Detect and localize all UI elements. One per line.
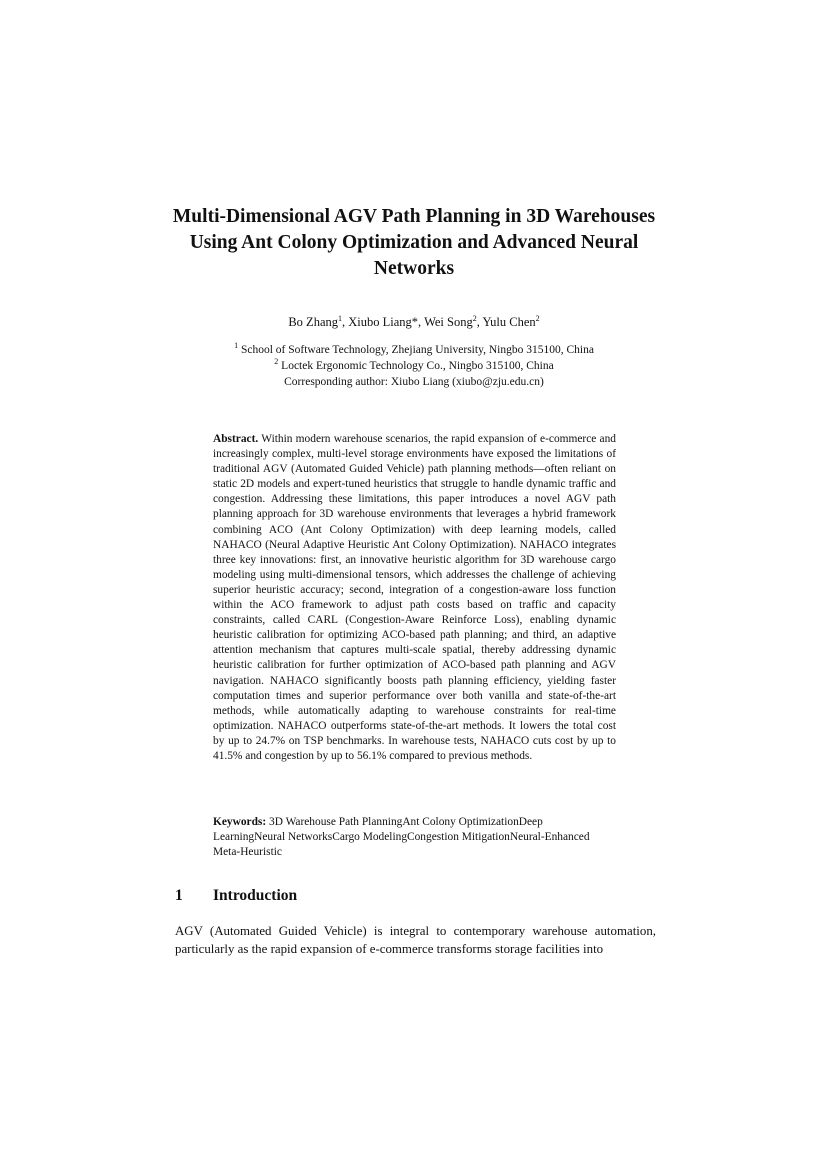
introduction-paragraph: AGV (Automated Guided Vehicle) is integral to contemporary warehouse automation, particularly as the rapid expansion of e-commerce transforms storage facilities into — [175, 924, 656, 956]
corresponding-author: Corresponding author: Xiubo Liang (xiubo@zju.edu.cn) — [284, 376, 544, 388]
author: Wei Song$^2$, — [424, 314, 483, 329]
affiliation-2: $^2$ Loctek Ergonomic Technology Co., Ningbo 315100, China — [274, 357, 554, 372]
abstract — [213, 432, 616, 764]
author: Yulu Chen$^2$ — [482, 314, 540, 329]
author: Xiubo Liang*, — [348, 315, 425, 329]
author-list — [150, 314, 678, 330]
keywords-label: Keywords: — [213, 816, 267, 828]
paper-title: Multi-Dimensional AGV Path Planning in 3D Warehouses Using Ant Colony Optimization and Advanced Neural Networks — [172, 206, 656, 279]
section-title: Introduction — [213, 887, 298, 904]
section-number: 1 — [175, 887, 183, 904]
keywords — [213, 815, 616, 860]
keywords-text: 3D Warehouse Path PlanningAnt Colony OptimizationDeep LearningNeural NetworksCargo ModelingCongestion MitigationNeural-Enhanced Meta-Heuristic — [213, 816, 590, 859]
affiliations — [150, 342, 678, 390]
section-heading — [175, 886, 655, 906]
abstract-label: Abstract. — [213, 433, 259, 445]
affiliation-1: $^1$ School of Software Technology, Zhejiang University, Ningbo 315100, China — [234, 341, 594, 356]
author: Bo Zhang$^1$, — [288, 314, 349, 329]
abstract-text: Within modern warehouse scenarios, the rapid expansion of e-commerce and increasingly complex, multi-level storage environments have exposed the limitations of traditional AGV (Automated Guided Vehicle) path planning methods—often reliant on static 2D models and expert-tuned heuristics that struggle to handle dynamic traffic and congestion. Addressing these limitations, this paper introduces a novel AGV path planning approach for 3D warehouse environments that leverages a hybrid framework combining ACO (Ant Colony Optimization) with deep learning models, called NAHACO (Neural Adaptive Heuristic Ant Colony Optimization). NAHACO integrates three key innovations: first, an innovative heuristic algorithm for 3D warehouse cargo modeling using multi-dimensional tensors, which addresses the challenge of achieving superior heuristic accuracy; second, integration of a congestion-aware loss function within the ACO framework to adjust path costs based on traffic and capacity constraints, called CARL (Congestion-Aware Reinforce Loss), enabling dynamic heuristic calibration for optimizing ACO-based path planning; and third, an adaptive attention mechanism that captures multi-scale spatial, thereby addressing dynamic heuristic calibration for further optimization of ACO-based path planning and AGV navigation. NAHACO significantly boosts path planning efficiency, yielding faster computation times and superior performance over both vanilla and state-of-the-art methods, while automatically adapting to warehouse constraints for real-time optimization. NAHACO outperforms state-of-the-art methods. It lowers the total cost by up to 24.7% on TSP benchmarks. In warehouse tests, NAHACO cuts cost by up to 41.5% and congestion by up to 56.1% compared to previous methods. — [213, 433, 616, 762]
